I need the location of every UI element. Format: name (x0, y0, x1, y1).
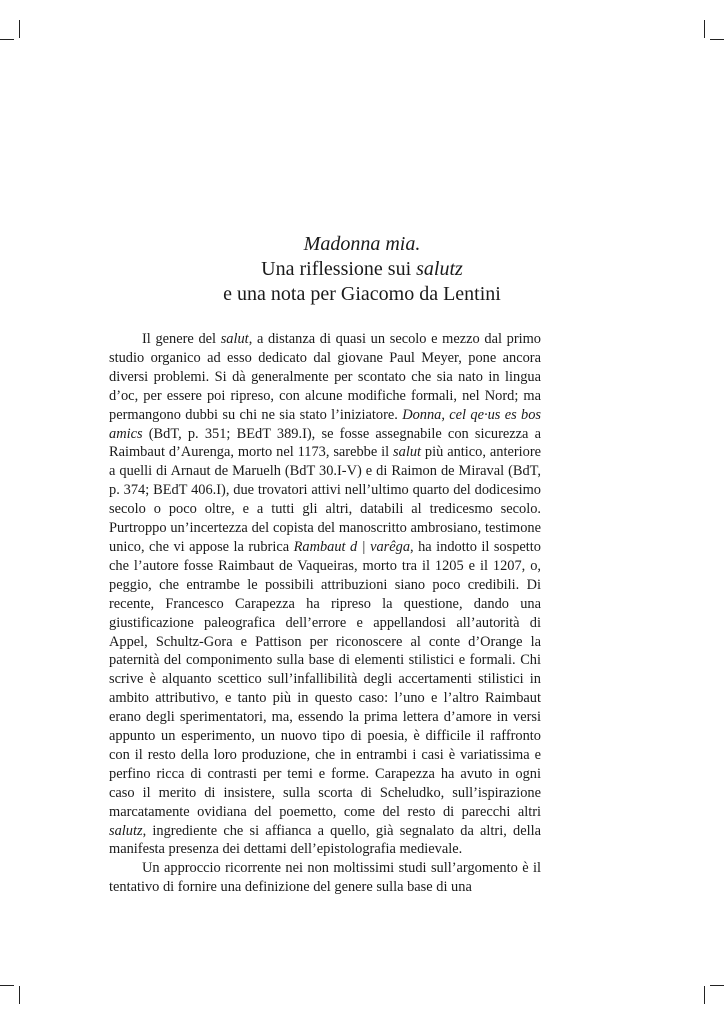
crop-mark-bottom-right (704, 986, 705, 1004)
crop-mark-top-right-h (710, 39, 724, 40)
title-line-1: Madonna mia. (303, 233, 421, 255)
article-title (0, 232, 724, 307)
crop-mark-top-left (19, 20, 20, 38)
body-paragraph: Un approccio ricorrente nei non moltissimi studi sull’argomento è il tentativo di fornire una definizione del genere sulla base di una (109, 860, 541, 896)
crop-mark-top-left-h (0, 39, 14, 40)
crop-mark-bottom-right-h (710, 985, 724, 986)
title-line-3: e una nota per Giacomo da Lentini (223, 283, 501, 305)
body-paragraph: Il genere del salut, a distanza di quasi un secolo e mezzo dal primo studio organico ad esso dedicato dal giovane Paul Meyer, pone ancora diversi problemi. Si dà generalmente per scontato che sia nato in lingua d’oc, per essere poi ripreso, con alcune modifiche formali, nel Nord; ma permangono dubbi su chi ne sia stato l’iniziatore. Donna, cel qe·us es bos amics (BdT, p. 351; BEdT 389.I), se fosse assegnabile con sicurezza a Raimbaut d’Aurenga, morto nel 1173, sarebbe il salut più antico, anteriore a quelli di Arnaut de Maruelh (BdT 30.I-V) e di Raimon de Miraval (BdT, p. 374; BEdT 406.I), due trovatori attivi nell’ultimo quarto del dodicesimo secolo o poco oltre, e a tutti gli altri, databili al tredicesmo secolo. Purtroppo un’incertezza del copista del manoscritto ambrosiano, testimone unico, che vi appose la rubrica Rambaut d | varêga, ha indotto il sospetto che l’autore fosse Raimbaut de Vaqueiras, morto tra il 1205 e il 1207, o, peggio, che entrambe le possibili attribuzioni siano poco credibili. Di recente, Francesco Carapezza ha ripreso la questione, dando una giustificazione paleografica dell’errore e appellandosi all’autorità di Appel, Schultz-Gora e Pattison per riconoscere al conte d’Orange la paternità del componimento sulla base di elementi stilistici e formali. Chi scrive è alquanto scettico sull’infallibilità degli accertamenti stilistici in ambito attributivo, e tanto più in questo caso: l’uno e l’altro Raimbaut erano degli sperimentatori, ma, essendo la prima lettera d’amore in versi appunto un esperimento, un nuovo tipo di poesia, è difficile il raffronto con il resto della loro produzione, che in entrambi i casi è variatissima e perfino ricca di contrasti per temi e forme. Carapezza ha avuto in ogni caso il merito di insistere, sulla scorta di Scheludko, sull’ispirazione marcatamente ovidiana del poemetto, come del resto di parecchi altri salutz, ingrediente che si affianca a quello, già segnalato da altri, della manifesta presenza dei dettami dell’epistolografia medievale. (109, 331, 541, 858)
title-line-2: Una riflessione sui salutz (261, 258, 463, 280)
article-body (109, 330, 541, 897)
crop-mark-top-right (704, 20, 705, 38)
crop-mark-bottom-left (19, 986, 20, 1004)
crop-mark-bottom-left-h (0, 985, 14, 986)
